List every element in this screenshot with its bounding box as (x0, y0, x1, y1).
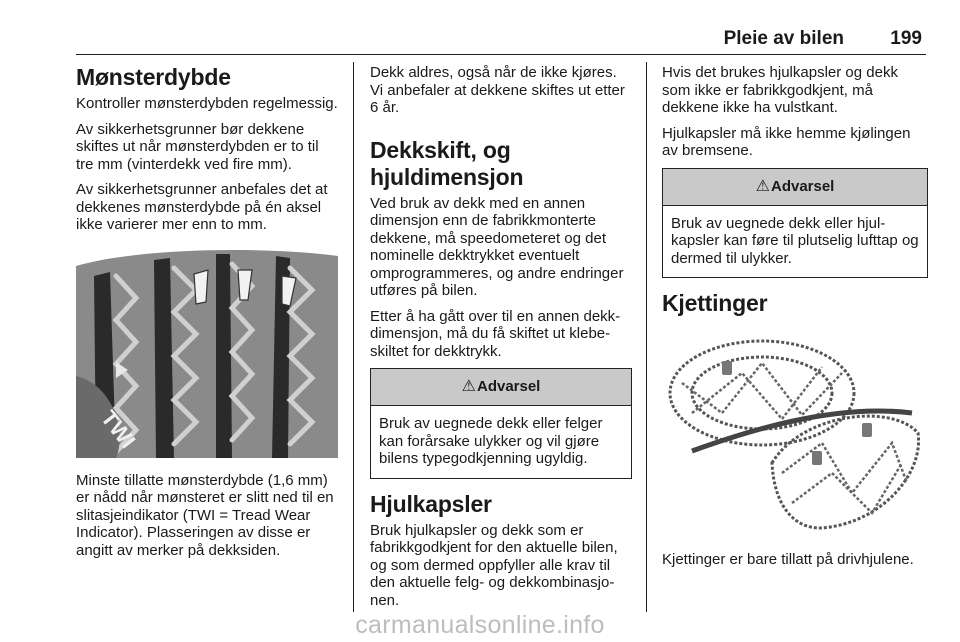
warning-triangle-icon: ⚠ (461, 378, 476, 395)
tire-tread-illustration (76, 246, 338, 458)
warning-header (663, 169, 927, 206)
heading-chains: Kjettinger (662, 290, 768, 316)
paragraph: Hjulkapsler må ikke hemme kjølingen av bremsene. (662, 124, 911, 159)
paragraph: Ved bruk av dekk med en annen dimensjon enn de fabrikkmonterte dekkene, må speedometeret og det nominelle dekktrykket eventuelt omprogrammeres, og andre endringer utføres på bilen. (370, 194, 624, 299)
warning-header (371, 369, 631, 406)
page-number: 199 (890, 28, 922, 49)
heading-tyre-change: Dekkskift, og hjuldimensjon (370, 136, 524, 190)
twi-label: TWI (96, 405, 141, 453)
snow-chains-illustration (662, 323, 924, 537)
warning-text: Bruk av uegnede dekk eller felger kan forårsake ulykker og vil gjøre bilens typegodkjenning ugyldig. (379, 415, 603, 467)
warning-title: Advarsel (476, 378, 541, 395)
column-3 (662, 64, 928, 577)
figure-caption: Kjettinger er bare tillatt på drivhjulene. (662, 551, 914, 568)
column-2 (370, 64, 632, 617)
heading-tread-depth: Mønsterdybde (76, 64, 231, 90)
page-header (76, 28, 926, 55)
warning-title: Advarsel (770, 177, 835, 195)
paragraph: Av sikkerhetsgrunner anbefales det at dekkenes mønsterdybde på én aksel ikke varierer mer enn to mm. (76, 181, 328, 233)
paragraph: Dekk aldres, også når de ikke kjøres. Vi anbefaler at dekkene skiftes ut etter 6 år. (370, 64, 625, 116)
section-title: Pleie av bilen (723, 28, 844, 49)
paragraph: Bruk hjulkapsler og dekk som er fabrikkgodkjent for den aktuelle bilen, og som dermed oppfyller alle krav til den aktuelle felg- og dekkombinasjonen. (370, 521, 618, 609)
column-divider (646, 62, 647, 612)
paragraph: Hvis det brukes hjulkapsler og dekk som ikke er fabrikkgodkjent, må dekkene ikke ha vulstkant. (662, 64, 898, 116)
figure-caption: Minste tillatte mønsterdybde (1,6 mm) er nådd når mønsteret er slitt ned til en slitasjeindikator (TWI = Tread Wear Indicator). Plasseringen av disse er angitt av merker på dekksiden. (76, 471, 334, 559)
warning-box (662, 168, 928, 279)
warning-text: Bruk av uegnede dekk eller hjulkapsler kan føre til plutselig lufttap og dermed til ulykker. (671, 214, 919, 267)
warning-box (370, 368, 632, 479)
paragraph: Av sikkerhetsgrunner bør dekkene skiftes ut når mønsterdybden er to til tre mm (vinterdekk ved fire mm). (76, 120, 319, 173)
watermark: carmanualsonline.info (355, 611, 605, 639)
paragraph: Kontroller mønsterdybden regelmessig. (76, 95, 338, 112)
column-divider (353, 62, 354, 612)
paragraph: Etter å ha gått over til en annen dekkdimensjon, må du få skiftet ut klebeskiltet for dekktrykk. (370, 307, 621, 360)
warning-triangle-icon: ⚠ (755, 177, 770, 195)
column-1 (76, 64, 338, 567)
heading-hubcaps: Hjulkapsler (370, 490, 492, 517)
